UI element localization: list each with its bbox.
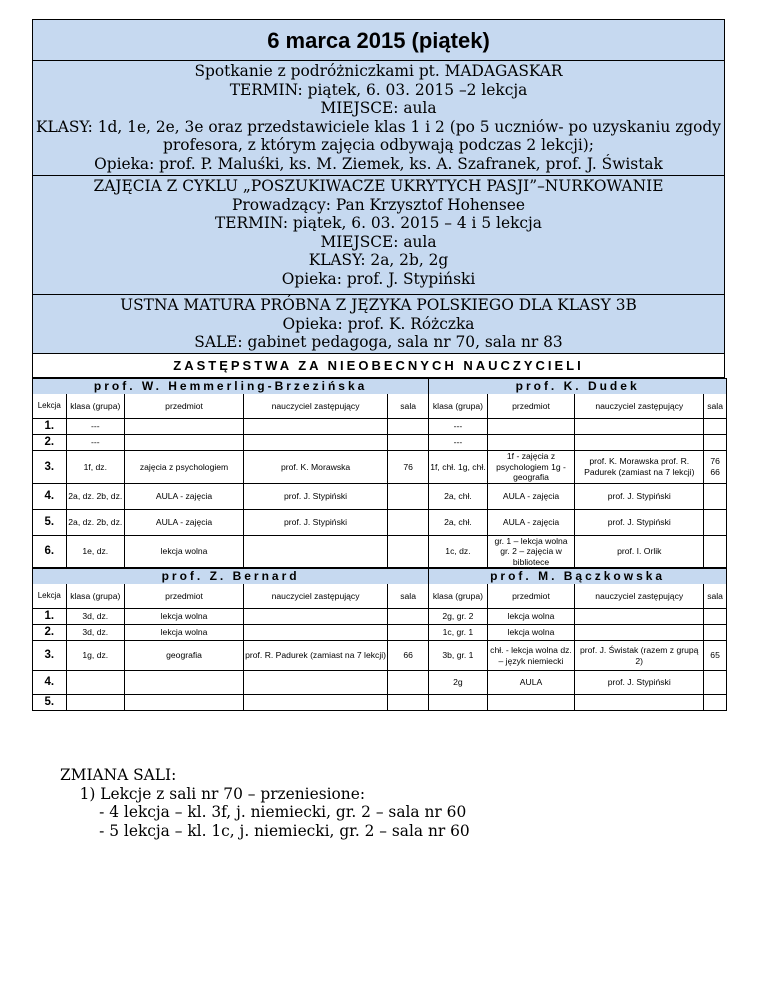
klasa-cell: 2g [429,671,487,695]
nauczyciel-cell [575,609,704,625]
header-przedmiot: przedmiot [487,394,575,419]
sala-cell [704,435,727,451]
table-row [33,671,727,695]
lesson-number: 1. [33,609,67,625]
sala-cell [388,695,429,711]
table-row [33,435,727,451]
room-change-note [60,766,470,840]
header-sala: sala [388,584,429,609]
table-row [33,419,727,435]
header-lekcja: Lekcja [33,394,67,419]
klasa-cell [66,671,124,695]
announcement-line: KLASY: 1d, 1e, 2e, 3e oraz przedstawiciele klas 1 i 2 (po 5 uczniów- po uzyskaniu zgody [36,117,721,136]
przedmiot-cell: lekcja wolna [125,535,244,568]
announcement-line: Opieka: prof. K. Różczka [282,314,475,333]
przedmiot-cell: zajęcia z psychologiem [125,451,244,484]
lesson-number: 2. [33,435,67,451]
header-nauczyciel: nauczyciel zastępujący [244,584,388,609]
nauczyciel-cell [244,419,388,435]
sala-cell [704,509,727,535]
announcement-line: SALE: gabinet pedagoga, sala nr 70, sala nr 83 [194,333,563,352]
lesson-number: 5. [33,695,67,711]
table-row [33,625,727,641]
header-lekcja: Lekcja [33,584,67,609]
sala-cell [704,609,727,625]
klasa-cell: 1c, dz. [429,535,487,568]
header-przedmiot: przedmiot [487,584,575,609]
przedmiot-cell: lekcja wolna [487,625,575,641]
room-change-line: - 4 lekcja – kl. 3f, j. niemiecki, gr. 2 – sala nr 60 [60,803,467,822]
klasa-cell: 1g, dz. [66,641,124,671]
sala-cell: 76 [388,451,429,484]
klasa-cell: 3b, gr. 1 [429,641,487,671]
header-sala: sala [388,394,429,419]
header-sala: sala [704,584,727,609]
header-przedmiot: przedmiot [125,394,244,419]
przedmiot-cell: lekcja wolna [487,609,575,625]
header-przedmiot: przedmiot [125,584,244,609]
substitution-tables [32,378,725,711]
room-change-line: ZMIANA SALI: [60,766,177,784]
header-nauczyciel: nauczyciel zastępujący [575,584,704,609]
przedmiot-cell [125,435,244,451]
header-klasa: klasa (grupa) [66,394,124,419]
sala-cell [388,509,429,535]
sala-cell [704,535,727,568]
klasa-cell: 1c, gr. 1 [429,625,487,641]
absent-teacher-left: prof. W. Hemmerling-Brzezińska [33,379,429,395]
announcement-line: profesora, z którym zajęcia odbywają podczas 2 lekcji); [163,136,594,155]
klasa-cell: --- [66,419,124,435]
sala-cell [388,609,429,625]
substitution-table [32,568,727,711]
klasa-cell: 1f, dz. [66,451,124,484]
room-change-line: - 5 lekcja – kl. 1c, j. niemiecki, gr. 2 – sala nr 60 [60,821,470,840]
lesson-number: 4. [33,483,67,509]
sala-cell: 65 [704,641,727,671]
announcement-line: ZAJĘCIA Z CYKLU „POSZUKIWACZE UKRYTYCH PASJI”–NURKOWANIE [93,177,664,195]
header-sala: sala [704,394,727,419]
announcement-line: Prowadzący: Pan Krzysztof Hohensee [232,195,525,214]
przedmiot-cell: AULA - zajęcia [487,483,575,509]
nauczyciel-cell [244,535,388,568]
header-klasa: klasa (grupa) [429,394,487,419]
nauczyciel-cell: prof. I. Orlik [575,535,704,568]
sala-cell: 66 [388,641,429,671]
announcement-line: KLASY: 2a, 2b, 2g [308,251,449,270]
sala-cell [704,419,727,435]
lesson-number: 1. [33,419,67,435]
lesson-number: 3. [33,451,67,484]
lesson-number: 6. [33,535,67,568]
przedmiot-cell [125,671,244,695]
absent-teacher-left: prof. Z. Bernard [33,569,429,585]
room-change-line: 1) Lekcje z sali nr 70 – przeniesione: [60,784,366,803]
przedmiot-cell: 1f - zajęcia z psychologiem 1g - geografia [487,451,575,484]
substitutions-heading: ZASTĘPSTWA ZA NIEOBECNYCH NAUCZYCIELI [32,354,725,378]
nauczyciel-cell [244,625,388,641]
table-row [33,509,727,535]
nauczyciel-cell: prof. J. Stypiński [244,483,388,509]
nauczyciel-cell: prof. J. Stypiński [244,509,388,535]
klasa-cell: 2a, chł. [429,483,487,509]
klasa-cell: 2a, chł. [429,509,487,535]
klasa-cell [66,695,124,711]
schedule-sheet [32,19,725,711]
table-row [33,641,727,671]
klasa-cell [429,695,487,711]
announcement-line: USTNA MATURA PRÓBNA Z JĘZYKA POLSKIEGO DLA KLASY 3B [120,296,637,314]
table-row [33,695,727,711]
nauczyciel-cell [575,625,704,641]
announcement-matura [32,295,725,354]
sala-cell [704,625,727,641]
przedmiot-cell [487,695,575,711]
klasa-cell: 1f, chł. 1g, chł. [429,451,487,484]
przedmiot-cell: AULA - zajęcia [125,509,244,535]
przedmiot-cell: AULA [487,671,575,695]
announcement-line: Opieka: prof. J. Stypiński [281,269,476,288]
absent-teacher-right: prof. K. Dudek [429,379,727,395]
nauczyciel-cell: prof. K. Morawska [244,451,388,484]
header-nauczyciel: nauczyciel zastępujący [575,394,704,419]
sala-cell [388,483,429,509]
announcement-nurkowanie [32,176,725,295]
announcement-line: TERMIN: piątek, 6. 03. 2015 –2 lekcja [229,80,528,99]
sala-cell [704,695,727,711]
lesson-number: 3. [33,641,67,671]
przedmiot-cell: AULA - zajęcia [125,483,244,509]
header-klasa: klasa (grupa) [429,584,487,609]
sala-cell [388,535,429,568]
substitution-table [32,378,727,568]
przedmiot-cell [125,695,244,711]
announcement-line: Spotkanie z podróżniczkami pt. MADAGASKAR [194,62,563,80]
przedmiot-cell: lekcja wolna [125,609,244,625]
nauczyciel-cell: prof. J. Stypiński [575,671,704,695]
announcement-line: TERMIN: piątek, 6. 03. 2015 – 4 i 5 lekcja [215,214,542,233]
przedmiot-cell: chł. - lekcja wolna dz. – język niemiecki [487,641,575,671]
announcement-madagaskar [32,61,725,176]
table-row [33,609,727,625]
sala-cell [388,625,429,641]
przedmiot-cell: lekcja wolna [125,625,244,641]
przedmiot-cell: gr. 1 – lekcja wolna gr. 2 – zajęcia w bibliotece [487,535,575,568]
nauczyciel-cell: prof. J. Stypiński [575,509,704,535]
header-nauczyciel: nauczyciel zastępujący [244,394,388,419]
absent-teacher-right: prof. M. Bączkowska [429,569,727,585]
sala-cell [388,671,429,695]
lesson-number: 4. [33,671,67,695]
page-title: 6 marca 2015 (piątek) [32,19,725,61]
przedmiot-cell [125,419,244,435]
klasa-cell: 2a, dz. 2b, dz. [66,483,124,509]
sala-cell [704,671,727,695]
przedmiot-cell [487,435,575,451]
lesson-number: 5. [33,509,67,535]
table-row [33,483,727,509]
klasa-cell: --- [429,419,487,435]
table-row [33,535,727,568]
announcement-line: MIEJSCE: aula [320,99,437,118]
sala-cell [388,435,429,451]
nauczyciel-cell [575,435,704,451]
sala-cell [388,419,429,435]
klasa-cell: 2a, dz. 2b, dz. [66,509,124,535]
nauczyciel-cell: prof. J. Świstak (razem z grupą 2) [575,641,704,671]
klasa-cell: 3d, dz. [66,625,124,641]
announcement-line: MIEJSCE: aula [320,232,437,251]
lesson-number: 2. [33,625,67,641]
klasa-cell: --- [429,435,487,451]
announcement-line: Opieka: prof. P. Maluśki, ks. M. Ziemek, ks. A. Szafranek, prof. J. Świstak [94,154,663,173]
nauczyciel-cell: prof. J. Stypiński [575,483,704,509]
klasa-cell: 3d, dz. [66,609,124,625]
nauczyciel-cell [575,419,704,435]
sala-cell [704,483,727,509]
nauczyciel-cell [244,671,388,695]
przedmiot-cell: AULA - zajęcia [487,509,575,535]
header-klasa: klasa (grupa) [66,584,124,609]
nauczyciel-cell [244,609,388,625]
przedmiot-cell: geografia [125,641,244,671]
przedmiot-cell [487,419,575,435]
klasa-cell: 1e, dz. [66,535,124,568]
nauczyciel-cell [244,435,388,451]
sala-cell: 76 66 [704,451,727,484]
nauczyciel-cell: prof. R. Padurek (zamiast na 7 lekcji) [244,641,388,671]
nauczyciel-cell [575,695,704,711]
nauczyciel-cell [244,695,388,711]
table-row [33,451,727,484]
klasa-cell: 2g, gr. 2 [429,609,487,625]
nauczyciel-cell: prof. K. Morawska prof. R. Padurek (zamiast na 7 lekcji) [575,451,704,484]
klasa-cell: --- [66,435,124,451]
